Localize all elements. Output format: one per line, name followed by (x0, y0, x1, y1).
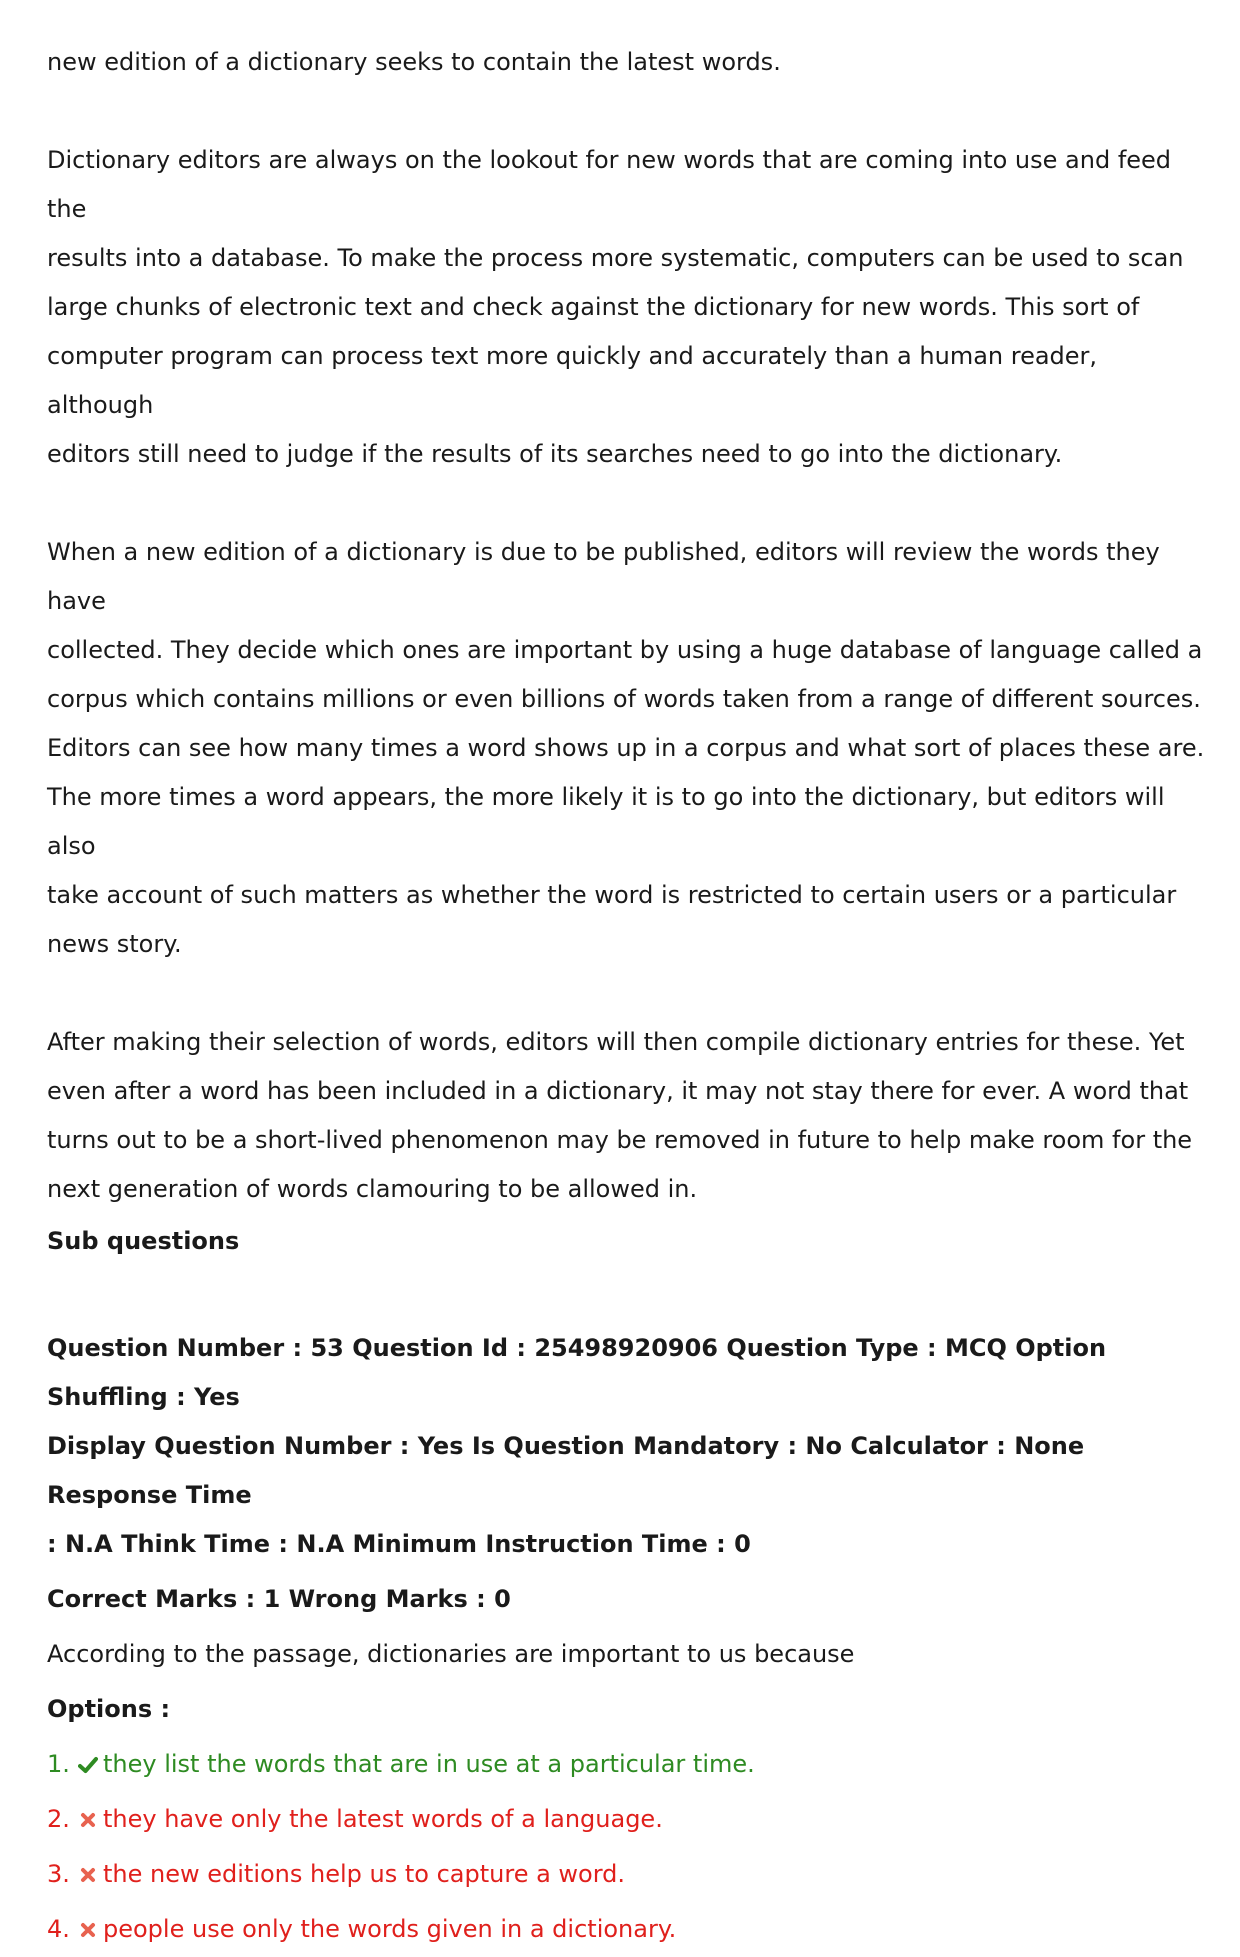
option-number: 1. (47, 1750, 70, 1778)
question-meta (47, 1324, 1207, 1569)
passage-paragraph-3 (47, 1018, 1207, 1214)
passage-line: When a new edition of a dictionary is due to be published, editors will review the words they have (47, 538, 1160, 615)
option-number: 4. (47, 1915, 70, 1943)
question-meta-line: : N.A Think Time : N.A Minimum Instruction Time : 0 (47, 1530, 751, 1558)
passage-line: even after a word has been included in a dictionary, it may not stay there for ever. A word that (47, 1077, 1189, 1105)
option-1[interactable] (47, 1737, 1207, 1792)
passage-line: editors still need to judge if the results of its searches need to go into the dictionary. (47, 440, 1063, 468)
question-text: According to the passage, dictionaries are important to us because (47, 1640, 855, 1668)
passage-paragraph-2 (47, 528, 1207, 969)
passage-line: corpus which contains millions or even billions of words taken from a range of different sources. (47, 685, 1201, 713)
passage-line: turns out to be a short-lived phenomenon may be removed in future to help make room for the (47, 1126, 1193, 1154)
passage-line: Dictionary editors are always on the lookout for new words that are coming into use and feed the (47, 146, 1172, 223)
option-2[interactable] (47, 1792, 1207, 1847)
passage-line: news story. (47, 930, 182, 958)
option-number: 2. (47, 1805, 70, 1833)
question-meta-line: Display Question Number : Yes Is Question Mandatory : No Calculator : None Response Time (47, 1432, 1085, 1509)
option-text: people use only the words given in a dictionary. (103, 1915, 677, 1943)
passage-line: large chunks of electronic text and check against the dictionary for new words. This sort of (47, 293, 1140, 321)
passage-line: results into a database. To make the process more systematic, computers can be used to scan (47, 244, 1184, 272)
passage-line: Editors can see how many times a word shows up in a corpus and what sort of places these are. (47, 734, 1205, 762)
cross-icon (73, 1792, 103, 1847)
passage-paragraph-1 (47, 136, 1207, 479)
passage-line: computer program can process text more quickly and accurately than a human reader, although (47, 342, 1098, 419)
options-label: Options : (47, 1695, 171, 1723)
question-marks: Correct Marks : 1 Wrong Marks : 0 (47, 1585, 511, 1613)
option-3[interactable] (47, 1847, 1207, 1902)
cross-icon (73, 1902, 103, 1957)
document-page (47, 38, 1207, 1957)
question-meta-line: Question Number : 53 Question Id : 25498920906 Question Type : MCQ Option Shuffling : Yes (47, 1334, 1107, 1411)
check-icon (73, 1737, 103, 1792)
options-list (47, 1737, 1207, 1957)
option-text: the new editions help us to capture a word. (103, 1860, 626, 1888)
option-4[interactable] (47, 1902, 1207, 1957)
sub-questions-heading: Sub questions (47, 1227, 240, 1255)
passage-line: The more times a word appears, the more likely it is to go into the dictionary, but editors will also (47, 783, 1165, 860)
passage-line: collected. They decide which ones are important by using a huge database of language called a (47, 636, 1203, 664)
passage-line: After making their selection of words, editors will then compile dictionary entries for these. Yet (47, 1028, 1185, 1056)
option-text: they have only the latest words of a language. (103, 1805, 663, 1833)
option-number: 3. (47, 1860, 70, 1888)
cross-icon (73, 1847, 103, 1902)
option-text: they list the words that are in use at a particular time. (103, 1750, 755, 1778)
passage-line: take account of such matters as whether the word is restricted to certain users or a particular (47, 881, 1177, 909)
passage-line: next generation of words clamouring to be allowed in. (47, 1175, 698, 1203)
passage-line: new edition of a dictionary seeks to contain the latest words. (47, 48, 781, 76)
